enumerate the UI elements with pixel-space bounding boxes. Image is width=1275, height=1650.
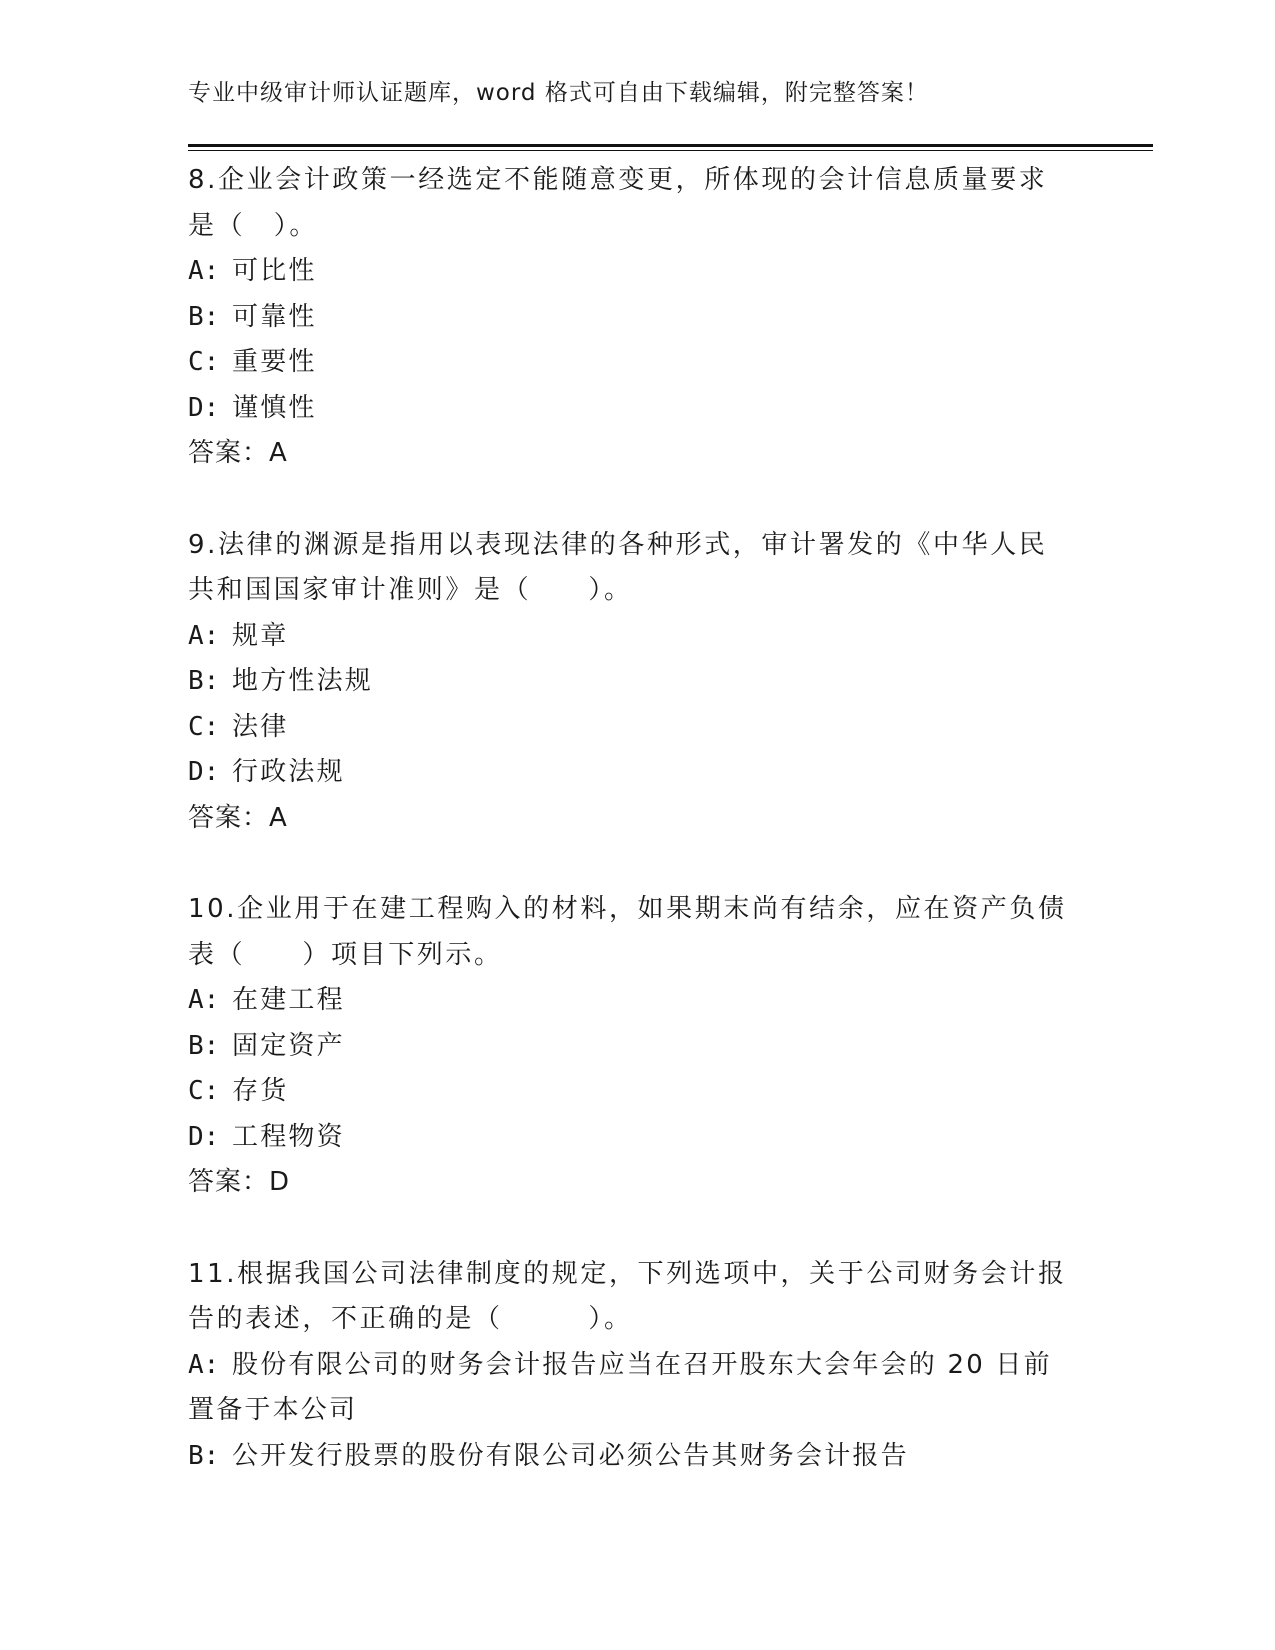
stem-line: 10.企业用于在建工程购入的材料，如果期末尚有结余，应在资产负债 (188, 894, 1067, 924)
option-text: 地方性法规 (232, 666, 374, 696)
page-header: 专业中级审计师认证题库，word 格式可自由下载编辑，附完整答案！ (188, 80, 929, 106)
question-stem (188, 1252, 1088, 1343)
option-text: 法律 (232, 711, 289, 742)
option-letter: D: (188, 757, 220, 787)
option-a (188, 978, 1088, 1024)
stem-line: 共和国国家审计准则》是（ ）。 (188, 575, 633, 605)
option-text: 谨慎性 (232, 392, 317, 423)
option-d (188, 1115, 1088, 1161)
option-text: 公开发行股票的股份有限公司必须公告其财务会计报告 (232, 1440, 909, 1471)
option-letter: A: (188, 985, 220, 1015)
answer-line: 答案：A (188, 802, 288, 833)
question-8 (188, 158, 1088, 477)
option-c (188, 1069, 1088, 1115)
option-text: 存货 (232, 1076, 289, 1106)
option-letter: A: (188, 256, 220, 286)
stem-line: 9.法律的渊源是指用以表现法律的各种形式，审计署发的《中华人民 (188, 529, 1048, 560)
option-text: 在建工程 (232, 985, 345, 1015)
option-text: 行政法规 (232, 757, 345, 787)
option-text: 可靠性 (232, 301, 317, 332)
option-text: 股份有限公司的财务会计报告应当在召开股东大会年会的 20 日前 (232, 1349, 1052, 1380)
question-stem (188, 887, 1088, 978)
option-letter: A: (188, 1349, 220, 1380)
option-b (188, 659, 1088, 705)
option-a-continued: 置备于本公司 (188, 1395, 358, 1425)
option-b (188, 1024, 1088, 1070)
header-rule-thin (188, 150, 1153, 151)
option-b (188, 1434, 1088, 1480)
option-text: 固定资产 (232, 1030, 345, 1061)
option-letter: B: (188, 1440, 220, 1471)
option-a (188, 249, 1088, 295)
answer-line: 答案：A (188, 438, 288, 468)
option-letter: D: (188, 1121, 220, 1152)
question-list (188, 158, 1088, 1479)
stem-line: 8.企业会计政策一经选定不能随意变更，所体现的会计信息质量要求 (188, 165, 1048, 195)
option-letter: C: (188, 711, 220, 742)
option-letter: B: (188, 666, 220, 696)
option-text: 规章 (232, 620, 289, 651)
question-11 (188, 1252, 1088, 1480)
option-a (188, 614, 1088, 660)
option-letter: C: (188, 347, 220, 377)
option-text: 工程物资 (232, 1121, 345, 1152)
header-rule-thick (188, 144, 1153, 147)
answer-line: 答案：D (188, 1167, 291, 1197)
stem-line: 表（ ）项目下列示。 (188, 939, 503, 970)
question-10 (188, 887, 1088, 1206)
question-9 (188, 523, 1088, 842)
stem-line: 告的表述，不正确的是（ ）。 (188, 1304, 633, 1334)
stem-line: 11.根据我国公司法律制度的规定，下列选项中，关于公司财务会计报 (188, 1258, 1067, 1289)
option-letter: A: (188, 620, 220, 651)
option-letter: B: (188, 1030, 220, 1061)
question-stem (188, 523, 1088, 614)
option-d (188, 750, 1088, 796)
option-text: 重要性 (232, 347, 317, 377)
option-c (188, 340, 1088, 386)
option-letter: D: (188, 392, 220, 423)
option-a (188, 1343, 1088, 1389)
option-letter: B: (188, 301, 220, 332)
option-d (188, 386, 1088, 432)
option-b (188, 295, 1088, 341)
option-c (188, 705, 1088, 751)
option-text: 可比性 (232, 256, 317, 286)
stem-line: 是（ ）。 (188, 210, 319, 241)
question-stem (188, 158, 1088, 249)
option-letter: C: (188, 1076, 220, 1106)
